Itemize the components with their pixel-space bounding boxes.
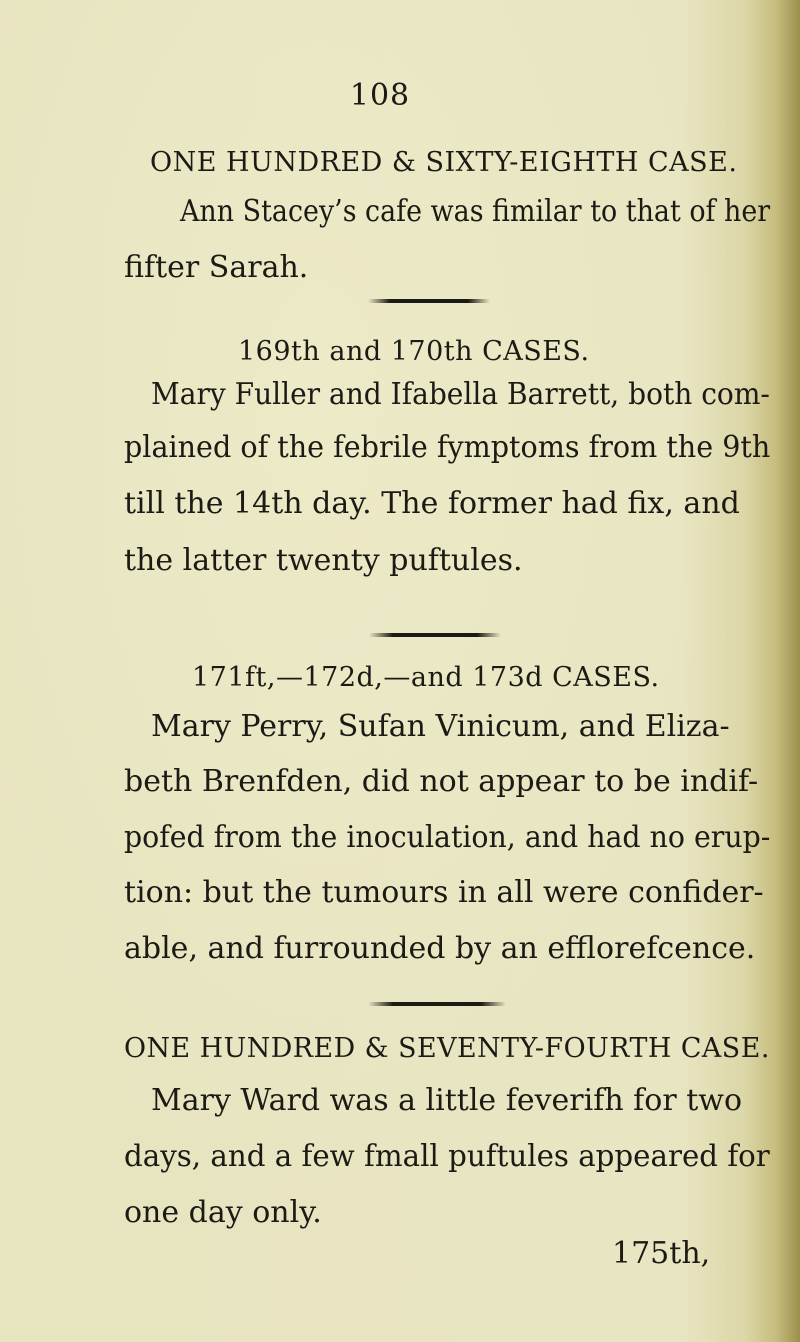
body-line: beth Brenfden, did not appear to be indif- xyxy=(124,764,759,799)
section-heading-169-170: 169th and 170th CASES. xyxy=(238,336,590,367)
body-line: the latter twenty puftules. xyxy=(124,543,523,578)
section-heading-174: ONE HUNDRED & SEVENTY-FOURTH CASE. xyxy=(124,1033,770,1064)
section-heading-168: ONE HUNDRED & SIXTY-EIGHTH CASE. xyxy=(150,147,738,178)
section-divider xyxy=(369,633,501,637)
body-line: tion: but the tumours in all were confider- xyxy=(124,875,764,910)
body-line: Mary Fuller and Ifabella Barrett, both com- xyxy=(151,377,770,412)
catchword: 175th, xyxy=(612,1236,711,1271)
page-number: 108 xyxy=(349,78,411,113)
body-line: days, and a few fmall puftules appeared for xyxy=(124,1139,770,1174)
section-divider xyxy=(368,1002,506,1006)
body-line: plained of the febrile fymptoms from the 9th xyxy=(124,430,771,465)
body-line: one day only. xyxy=(124,1195,322,1230)
section-heading-171-173: 171ft,—172d,—and 173d CASES. xyxy=(192,662,660,693)
body-line: till the 14th day. The former had fix, and xyxy=(124,486,740,521)
section-divider xyxy=(368,299,490,303)
body-line: Mary Ward was a little feverifh for two xyxy=(151,1083,743,1118)
body-line: pofed from the inoculation, and had no erup- xyxy=(124,820,771,855)
body-line: Mary Perry, Sufan Vinicum, and Eliza- xyxy=(151,709,730,744)
body-line: Ann Stacey’s cafe was fimilar to that of her xyxy=(180,194,771,229)
body-line: fifter Sarah. xyxy=(124,250,309,285)
body-line: able, and furrounded by an efflorefcence. xyxy=(124,931,756,966)
